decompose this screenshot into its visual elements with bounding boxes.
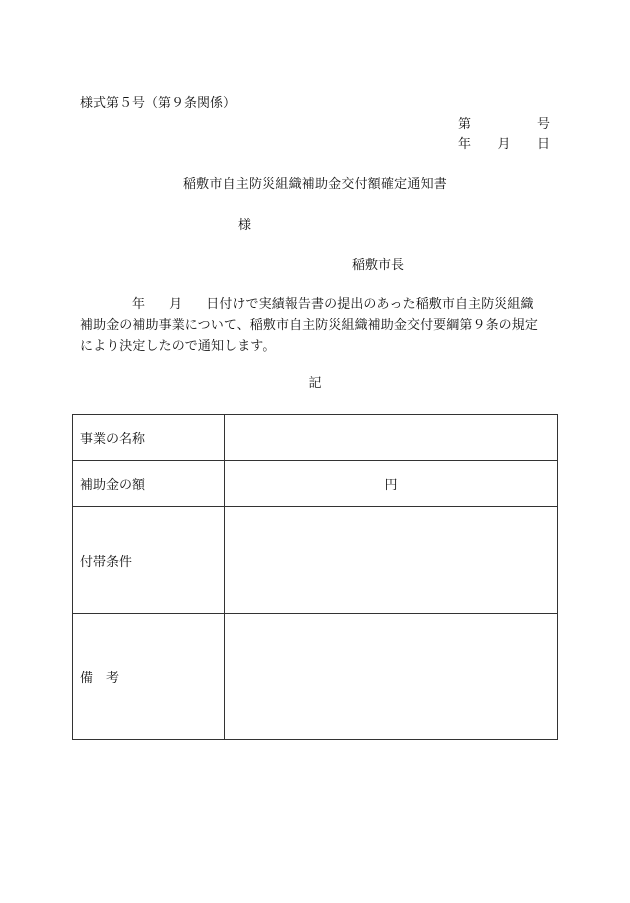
issue-date-line: [458, 137, 550, 153]
body-month-label: 月: [169, 297, 183, 312]
reference-number-prefix: 第: [458, 117, 472, 132]
subsidy-amount-value[interactable]: 円: [225, 461, 558, 507]
issue-date-month: 月: [497, 137, 511, 152]
table-row: [73, 461, 558, 507]
remarks-label: 備 考: [73, 614, 225, 740]
conditions-value[interactable]: [225, 507, 558, 614]
form-number-label: 様式第５号（第９条関係）: [80, 96, 237, 111]
issue-date-day: 日: [536, 137, 550, 152]
body-line-1: [80, 294, 560, 315]
notice-body: [80, 294, 560, 357]
conditions-label: 付帯条件: [73, 507, 225, 614]
project-name-value[interactable]: [225, 415, 558, 461]
body-line-1-text: 日付けで実績報告書の提出のあった稲敷市自主防災組織: [206, 297, 534, 312]
remarks-value[interactable]: [225, 614, 558, 740]
issue-date-year: 年: [458, 137, 472, 152]
body-line-3: により決定したので通知します。: [80, 339, 276, 354]
table-row: [73, 415, 558, 461]
reference-number-suffix: 号: [536, 117, 550, 132]
table-row: [73, 507, 558, 614]
ki-heading: 記: [308, 376, 322, 391]
reference-number-line: [458, 117, 550, 133]
project-name-label: 事業の名称: [73, 415, 225, 461]
details-table: [72, 414, 558, 740]
subsidy-amount-label: 補助金の額: [73, 461, 225, 507]
table-row: [73, 614, 558, 740]
body-year-label: 年: [132, 297, 146, 312]
recipient-honorific: 様: [238, 218, 252, 233]
sender-name: 稲敷市長: [352, 258, 405, 273]
body-line-2: 補助金の補助事業について、稲敷市自主防災組織補助金交付要綱第９条の規定: [80, 318, 538, 333]
document-title: 稲敷市自主防災組織補助金交付額確定通知書: [182, 177, 447, 192]
